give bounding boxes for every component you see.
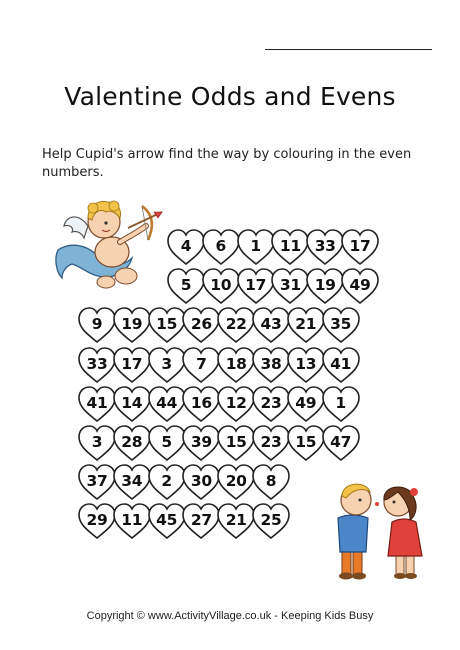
heart-number: 20 <box>225 472 247 491</box>
heart-number: 44 <box>156 393 178 412</box>
heart-number: 13 <box>295 354 317 373</box>
heart-number: 28 <box>121 433 143 451</box>
heart-number: 41 <box>86 393 108 412</box>
heart-number: 15 <box>156 315 178 334</box>
heart-number: 17 <box>121 354 143 373</box>
heart-number: 33 <box>314 237 336 255</box>
heart-number: 3 <box>161 354 172 373</box>
heart-cell[interactable] <box>339 267 381 305</box>
heart-number: 47 <box>330 433 352 451</box>
heart-number: 14 <box>121 393 143 412</box>
girl-dress <box>388 519 422 556</box>
heart-number: 4 <box>180 237 192 255</box>
heart-cell[interactable] <box>320 346 362 384</box>
copyright-footer: Copyright © www.ActivityVillage.co.uk - Keeping Kids Busy <box>86 610 374 622</box>
heart-cell[interactable] <box>320 424 362 462</box>
heart-number: 27 <box>190 511 212 530</box>
heart-number: 17 <box>349 237 371 255</box>
heart-number: 7 <box>196 354 207 373</box>
heart-number: 30 <box>190 472 212 491</box>
heart-number: 19 <box>121 315 143 334</box>
heart-number: 6 <box>215 237 227 255</box>
heart-number: 29 <box>86 511 108 530</box>
heart-number: 17 <box>245 276 267 295</box>
heart-number: 19 <box>314 276 336 295</box>
heart-number: 1 <box>335 393 346 412</box>
heart-cell[interactable] <box>320 385 362 423</box>
heart-cell[interactable] <box>320 306 362 344</box>
heart-number: 37 <box>86 472 108 491</box>
heart-number: 11 <box>279 237 301 255</box>
heart-number: 3 <box>91 433 103 451</box>
heart-number: 12 <box>225 393 247 412</box>
heart-number: 35 <box>330 315 352 334</box>
heart-number: 49 <box>295 393 317 412</box>
heart-number: 33 <box>86 354 108 373</box>
heart-number: 18 <box>225 354 247 373</box>
heart-cell[interactable] <box>339 228 381 266</box>
heart-number: 9 <box>91 315 103 334</box>
heart-number: 21 <box>225 511 247 530</box>
heart-number: 5 <box>161 433 172 451</box>
heart-number: 21 <box>295 315 317 334</box>
heart-cell[interactable] <box>250 463 292 501</box>
heart-number: 16 <box>190 393 212 412</box>
heart-number: 25 <box>260 511 282 530</box>
heart-number: 41 <box>330 354 352 373</box>
heart-number: 43 <box>260 315 282 334</box>
heart-number: 26 <box>190 315 212 334</box>
heart-number: 38 <box>260 354 282 373</box>
heart-number: 15 <box>295 433 317 451</box>
boy-shirt <box>338 515 368 552</box>
heart-number: 22 <box>225 315 247 334</box>
heart-number: 34 <box>121 472 143 491</box>
worksheet-title: Valentine Odds and Evens <box>64 82 396 111</box>
heart-number: 5 <box>180 276 192 295</box>
heart-number: 2 <box>161 472 172 491</box>
instructions-text: Help Cupid's arrow find the way by colouring in the even numbers. <box>42 147 412 180</box>
heart-number: 23 <box>260 433 282 451</box>
heart-number: 23 <box>260 393 282 412</box>
heart-cell[interactable] <box>250 502 292 540</box>
kissing-kids-illustration <box>326 470 438 582</box>
heart-number: 15 <box>225 433 247 451</box>
heart-number: 10 <box>210 276 232 295</box>
heart-number: 45 <box>156 511 178 530</box>
heart-number: 8 <box>265 472 277 491</box>
heart-number: 39 <box>190 433 212 451</box>
heart-number: 49 <box>349 276 371 295</box>
heart-number: 11 <box>121 511 143 530</box>
heart-number: 31 <box>279 276 301 295</box>
heart-number: 1 <box>250 237 261 255</box>
